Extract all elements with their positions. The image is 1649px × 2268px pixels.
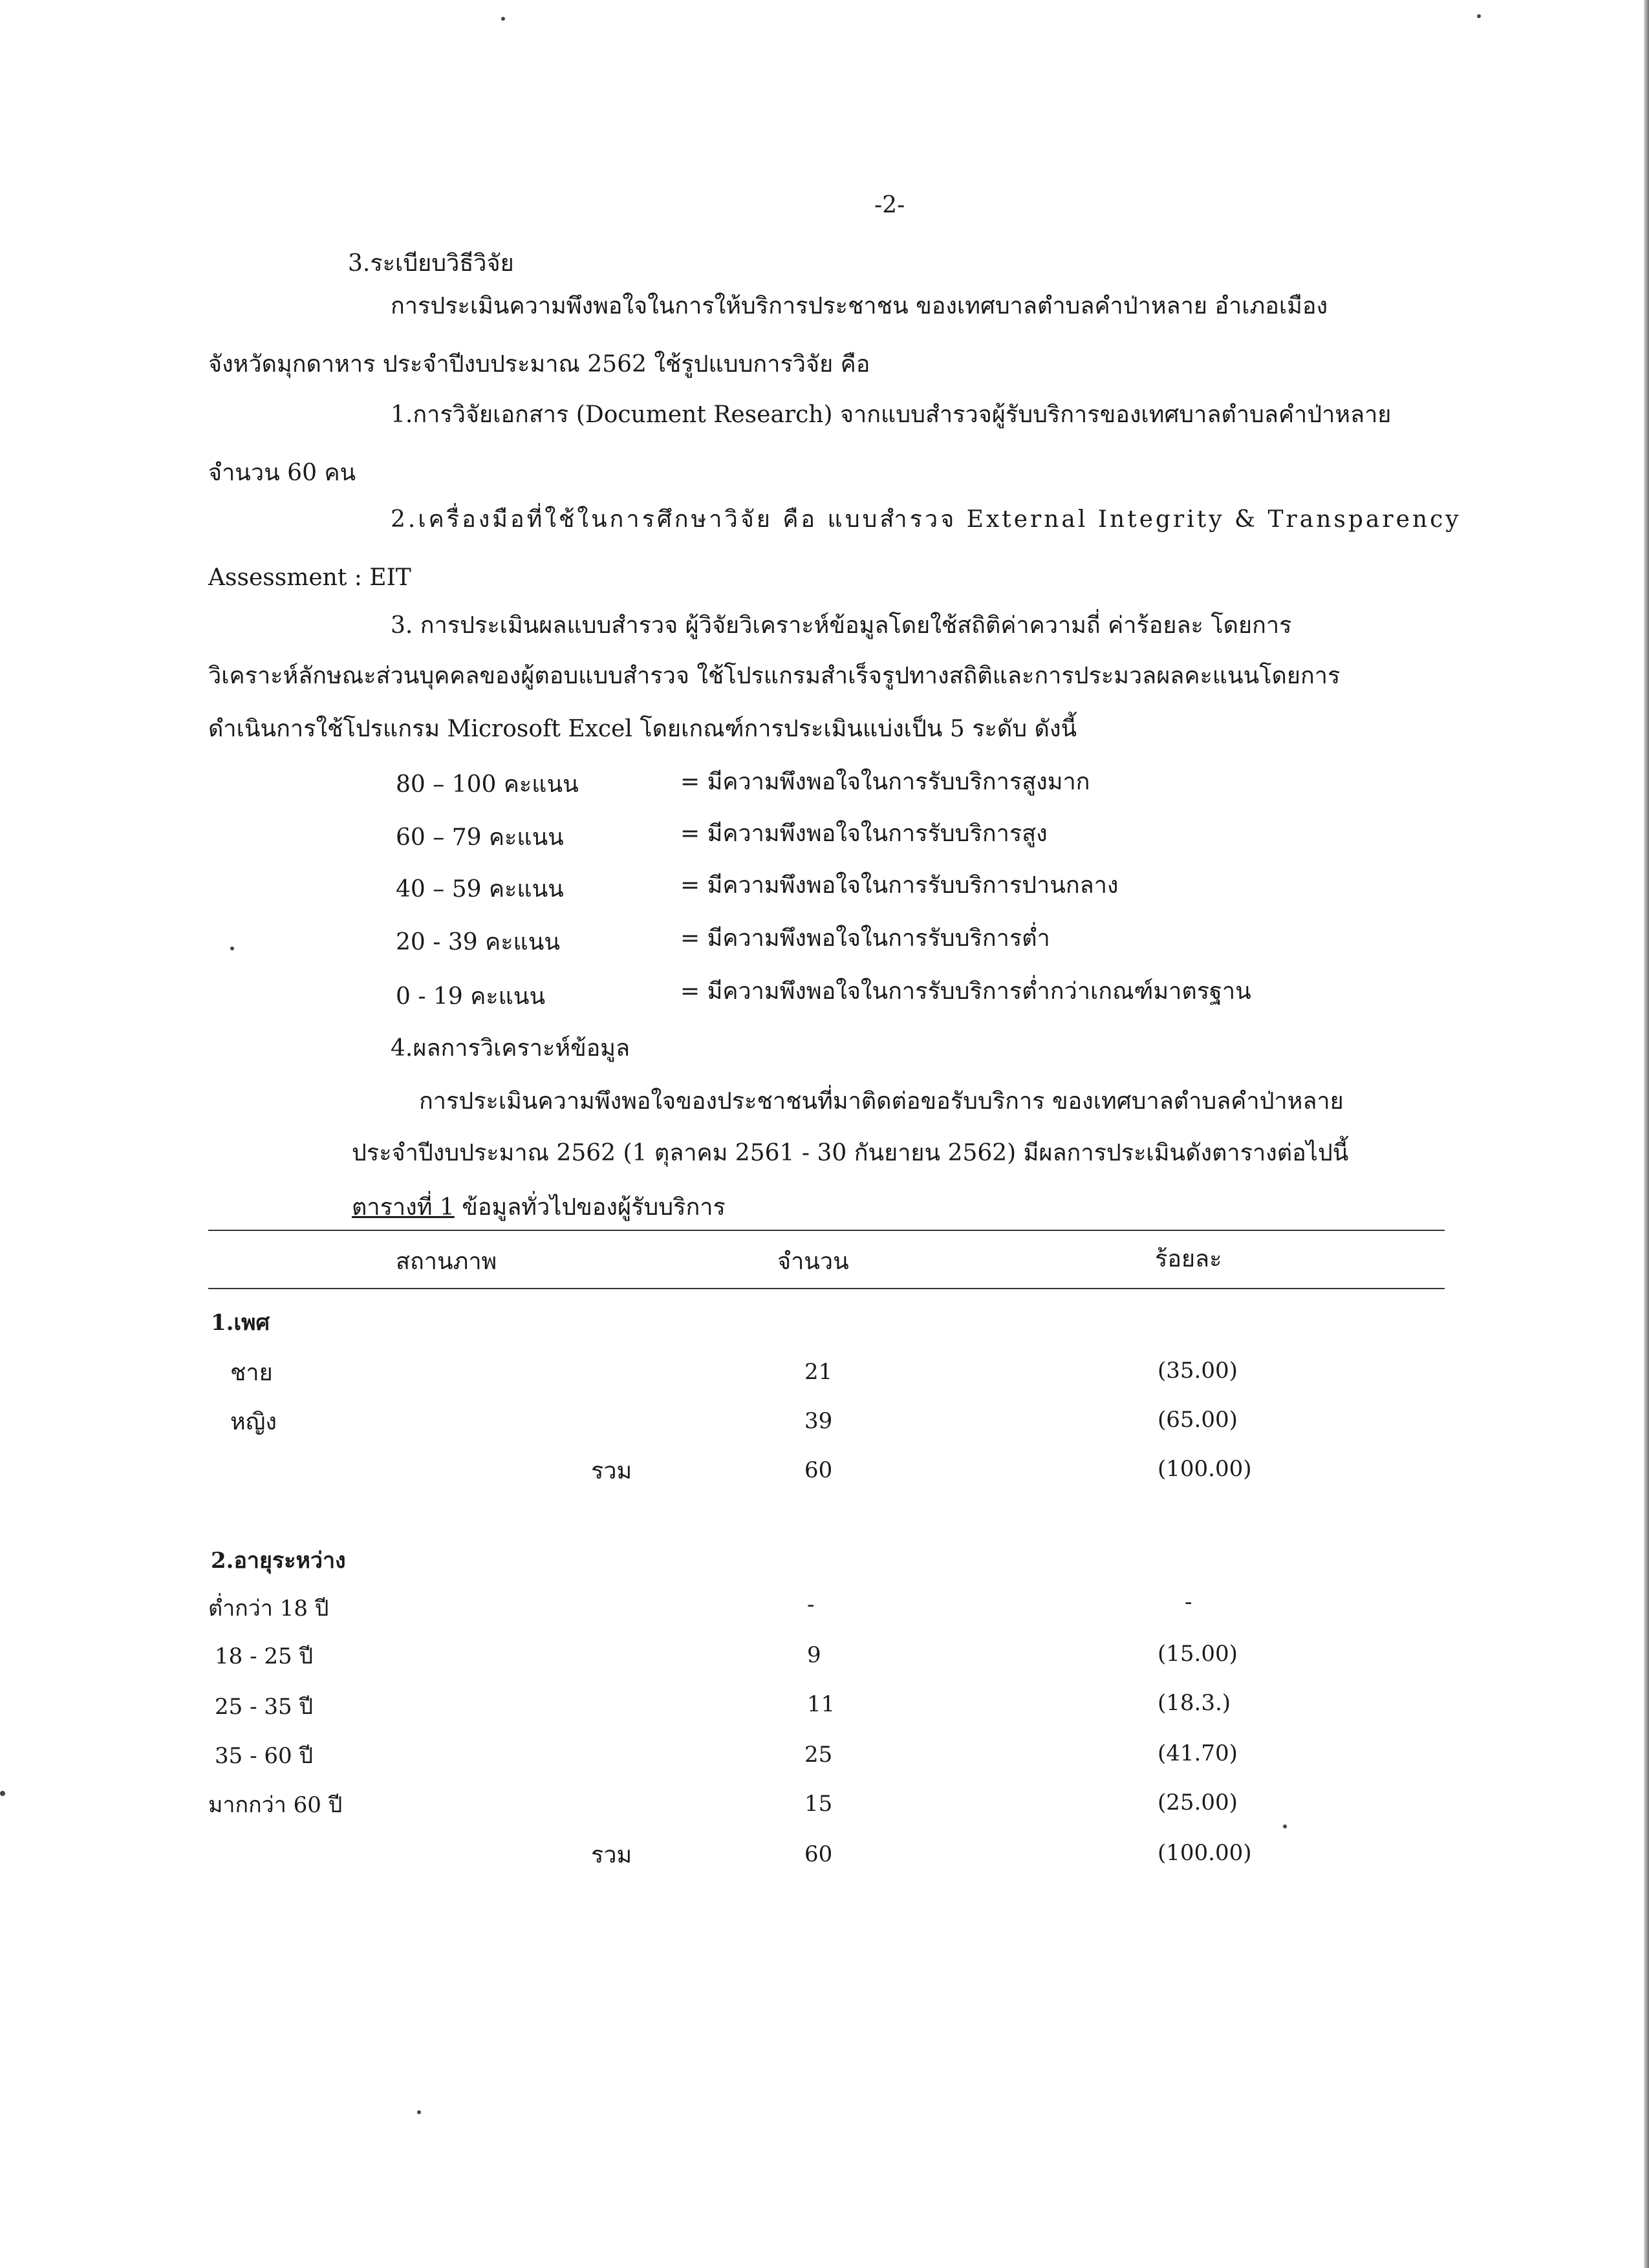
table-group-title: 1.เพศ: [211, 1310, 270, 1336]
table-row-label: 25 - 35 ปี: [215, 1694, 314, 1720]
section3-item2-line2: Assessment : EIT: [208, 564, 411, 591]
section3-heading: 3.ระเบียบวิธีวิจัย: [348, 250, 514, 277]
section3-item2-line1: 2.เครื่องมือที่ใช้ในการศึกษาวิจัย คือ แบบสำรวจ External Integrity & Transparency: [391, 506, 1461, 533]
scan-speck: [0, 1791, 5, 1796]
table-row-label: 18 - 25 ปี: [215, 1643, 314, 1669]
table-header-count: จำนวน: [777, 1248, 849, 1275]
table-top-rule: [208, 1230, 1445, 1231]
table-caption-text: ข้อมูลทั่วไปของผู้รับบริการ: [454, 1194, 726, 1221]
table-row-count: 39: [804, 1408, 833, 1434]
table-header-status: สถานภาพ: [396, 1248, 497, 1275]
section3-intro-line1: การประเมินความพึงพอใจในการให้บริการประชาชน ของเทศบาลตำบลคำป่าหลาย อำเภอเมือง: [391, 293, 1328, 319]
table-row-count: 9: [807, 1642, 821, 1668]
table-label: ตารางที่ 1: [352, 1194, 455, 1221]
section4-line2: ประจำปีงบประมาณ 2562 (1 ตุลาคม 2561 - 30 กันยายน 2562) มีผลการประเมินดังตารางต่อไปนี้: [352, 1140, 1349, 1166]
table-group-title: 2.อายุระหว่าง: [211, 1548, 346, 1574]
table-row-percent: (18.3.): [1158, 1690, 1231, 1716]
table-row-count: 15: [804, 1791, 833, 1817]
criteria-range: 80 – 100 คะแนน: [396, 771, 579, 798]
table-row-label: มากกว่า 60 ปี: [208, 1792, 343, 1818]
section3-item1-line2: จำนวน 60 คน: [208, 460, 356, 486]
table-row-count: -: [807, 1592, 815, 1618]
table-row-count: 21: [804, 1359, 833, 1385]
table-row-label: ชาย: [230, 1360, 273, 1386]
section3-item3-line1: 3. การประเมินผลแบบสำรวจ ผู้วิจัยวิเคราะห์ข้อมูลโดยใช้สถิติค่าความถี่ ค่าร้อยละ โดยการ: [391, 612, 1292, 639]
table-row-label: ต่ำกว่า 18 ปี: [208, 1596, 329, 1621]
section3-intro-line2: จังหวัดมุกดาหาร ประจำปีงบประมาณ 2562 ใช้รูปแบบการวิจัย คือ: [208, 351, 870, 378]
table-row-percent: (65.00): [1158, 1407, 1238, 1433]
table-header-percent: ร้อยละ: [1155, 1246, 1222, 1272]
scan-speck: [1283, 1824, 1287, 1828]
criteria-range: 0 - 19 คะแนน: [396, 983, 546, 1010]
table-total-label: รวม: [591, 1842, 632, 1868]
criteria-meaning: = มีความพึงพอใจในการรับบริการต่ำ: [680, 925, 1050, 952]
section4-line1: การประเมินความพึงพอใจของประชาชนที่มาติดต่อขอรับบริการ ของเทศบาลตำบลคำป่าหลาย: [419, 1088, 1344, 1115]
table-total-label: รวม: [591, 1458, 632, 1484]
table-row-percent: (25.00): [1158, 1790, 1238, 1815]
scan-speck: [1477, 14, 1481, 18]
criteria-meaning: = มีความพึงพอใจในการรับบริการปานกลาง: [680, 872, 1119, 899]
table-row-count: 11: [807, 1691, 835, 1717]
section4-heading: 4.ผลการวิเคราะห์ข้อมูล: [391, 1035, 630, 1062]
section3-item3-line3: ดำเนินการใช้โปรแกรม Microsoft Excel โดยเกณฑ์การประเมินแบ่งเป็น 5 ระดับ ดังนี้: [208, 716, 1077, 742]
section3-item1-line1: 1.การวิจัยเอกสาร (Document Research) จากแบบสำรวจผู้รับบริการของเทศบาลตำบลคำป่าหลาย: [391, 401, 1392, 428]
criteria-range: 20 - 39 คะแนน: [396, 929, 560, 956]
criteria-meaning: = มีความพึงพอใจในการรับบริการสูง: [680, 820, 1048, 847]
scan-edge: [1644, 0, 1649, 2268]
table-row-label: 35 - 60 ปี: [215, 1743, 314, 1769]
table-total-percent: (100.00): [1158, 1840, 1252, 1866]
table-total-count: 60: [804, 1457, 833, 1483]
table-header-rule: [208, 1288, 1445, 1289]
table-row-label: หญิง: [230, 1409, 277, 1435]
criteria-meaning: = มีความพึงพอใจในการรับบริการต่ำกว่าเกณฑ์มาตรฐาน: [680, 978, 1251, 1005]
table-row-percent: (35.00): [1158, 1358, 1238, 1384]
criteria-range: 60 – 79 คะแนน: [396, 824, 564, 851]
table-row-percent: -: [1185, 1589, 1192, 1615]
criteria-meaning: = มีความพึงพอใจในการรับบริการสูงมาก: [680, 769, 1090, 795]
table-row-percent: (15.00): [1158, 1641, 1238, 1667]
table-total-percent: (100.00): [1158, 1456, 1252, 1482]
table-total-count: 60: [804, 1841, 833, 1867]
table-row-count: 25: [804, 1742, 833, 1768]
criteria-range: 40 – 59 คะแนน: [396, 876, 564, 903]
table-row-percent: (41.70): [1158, 1740, 1238, 1766]
scan-speck: [417, 2110, 421, 2114]
section3-item3-line2: วิเคราะห์ลักษณะส่วนบุคคลของผู้ตอบแบบสำรวจ ใช้โปรแกรมสำเร็จรูปทางสถิติและการประมวลผลคะแนนโดยการ: [208, 663, 1341, 689]
scan-speck: [501, 17, 505, 21]
table-caption: [352, 1193, 726, 1222]
scan-speck: [230, 947, 234, 950]
page-number: -2-: [874, 192, 905, 219]
